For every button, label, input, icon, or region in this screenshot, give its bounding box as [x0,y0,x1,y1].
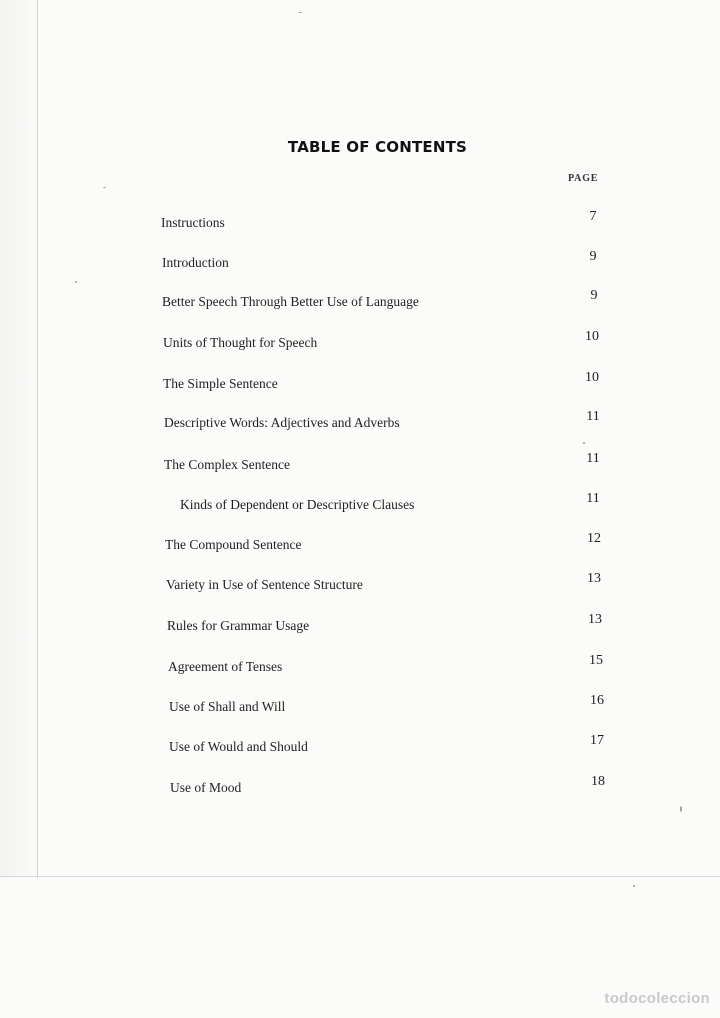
toc-entry-page: 13 [587,571,601,586]
scan-speck [103,187,106,188]
scan-speck [299,12,302,13]
toc-entry-page: 10 [585,370,599,385]
toc-entry-page: 17 [590,733,604,748]
scan-speck [583,442,585,444]
toc-entry [0,209,720,237]
toc-entry-page: 10 [585,329,599,344]
toc-entry [0,531,720,559]
toc-entry-title: Agreement of Tenses [168,659,283,674]
toc-entry-title: Use of Would and Should [169,739,308,754]
toc-entry [0,288,720,316]
toc-entry-page: 9 [589,249,597,264]
toc-entry-title: Rules for Grammar Usage [167,618,310,633]
toc-entry [0,249,720,277]
scan-speck [633,885,635,887]
toc-entry-page: 9 [590,288,598,303]
toc-entry [0,370,720,398]
toc-entry-title: Better Speech Through Better Use of Language [162,294,419,309]
toc-entry-page: 13 [588,612,602,627]
toc-entry-page: 15 [589,653,603,668]
toc-entry-title: The Complex Sentence [164,457,290,472]
scan-speck [75,281,77,283]
toc-entry-title: Introduction [162,255,229,270]
page-column-header: PAGE [568,173,599,184]
toc-entry-page: 18 [591,774,605,789]
toc-entry-title: Instructions [161,215,225,230]
toc-entry-page: 7 [589,209,597,224]
toc-entry-title: The Simple Sentence [163,376,278,391]
toc-entry-title: Use of Mood [170,780,242,795]
toc-entry [0,571,720,599]
toc-entry [0,491,720,519]
toc-entry-page: 11 [586,409,600,424]
toc-entry-title: Descriptive Words: Adjectives and Adverbs [164,415,400,430]
watermark-logo: todocoleccion [604,990,710,1007]
page-title: TABLE OF CONTENTS [287,138,468,156]
toc-entry-title: Use of Shall and Will [169,699,286,714]
toc-entry-title: Units of Thought for Speech [163,335,318,350]
toc-entry [0,612,720,640]
toc-entry-title: Variety in Use of Sentence Structure [166,577,363,592]
toc-entry [0,329,720,357]
toc-entry-page: 11 [586,451,600,466]
toc-entry [0,733,720,761]
scan-speck [680,806,682,812]
toc-entry-title: Kinds of Dependent or Descriptive Clauses [180,497,415,512]
toc-entry-title: The Compound Sentence [165,537,302,552]
toc-entry [0,409,720,437]
toc-entry [0,451,720,479]
toc-entry-page: 11 [586,491,600,506]
toc-entry [0,653,720,681]
toc-entry-page: 16 [590,693,604,708]
page-bottom-edge [0,876,720,877]
toc-entry-page: 12 [587,531,601,546]
toc-entry [0,774,720,802]
toc-entry [0,693,720,721]
